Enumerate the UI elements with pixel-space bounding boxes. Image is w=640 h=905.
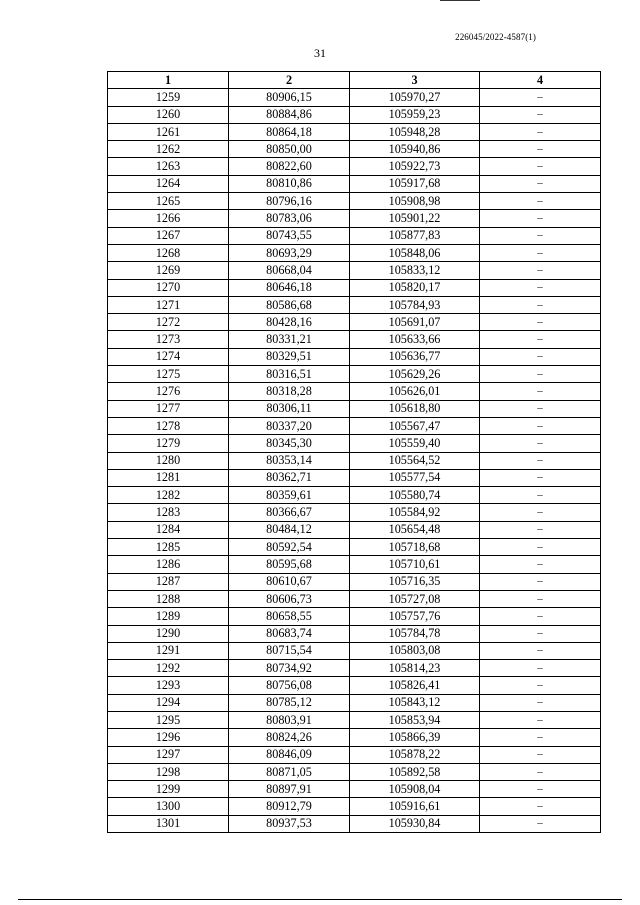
table-cell: 80884,86 (229, 106, 350, 123)
table-row (108, 244, 601, 261)
table-cell: – (480, 193, 601, 210)
table-cell: 105826,41 (350, 677, 480, 694)
page-number: 31 (314, 46, 326, 60)
table-row (108, 227, 601, 244)
table-row (108, 175, 601, 192)
table-cell: 1297 (108, 746, 229, 763)
table-cell: 105784,93 (350, 296, 480, 313)
table-cell: 105618,80 (350, 400, 480, 417)
table-row (108, 262, 601, 279)
bottom-edge-line (18, 899, 622, 900)
table-cell: 105948,28 (350, 123, 480, 140)
table-cell: 80362,71 (229, 469, 350, 486)
table-cell: 105833,12 (350, 262, 480, 279)
table-row (108, 625, 601, 642)
table-row (108, 729, 601, 746)
table-cell: 80668,04 (229, 262, 350, 279)
table-cell: 1295 (108, 711, 229, 728)
table-cell: – (480, 435, 601, 452)
table-cell: 80331,21 (229, 331, 350, 348)
table-cell: 105626,01 (350, 383, 480, 400)
table-row (108, 400, 601, 417)
table-cell: – (480, 469, 601, 486)
table-cell: – (480, 141, 601, 158)
table-cell: 80345,30 (229, 435, 350, 452)
table-row (108, 711, 601, 728)
table-row (108, 521, 601, 538)
table-cell: 105878,22 (350, 746, 480, 763)
table-cell: – (480, 660, 601, 677)
table-cell: – (480, 504, 601, 521)
table-cell: 1299 (108, 781, 229, 798)
table-cell: – (480, 521, 601, 538)
table-cell: 80897,91 (229, 781, 350, 798)
table-cell: 80318,28 (229, 383, 350, 400)
table-cell: 1273 (108, 331, 229, 348)
table-cell: 80586,68 (229, 296, 350, 313)
table-cell: 80428,16 (229, 314, 350, 331)
table-cell: 1279 (108, 435, 229, 452)
table-cell: 1292 (108, 660, 229, 677)
table-cell: 105970,27 (350, 89, 480, 106)
table-cell: – (480, 314, 601, 331)
table-row (108, 383, 601, 400)
table-cell: 80810,86 (229, 175, 350, 192)
table-cell: 105584,92 (350, 504, 480, 521)
table-cell: – (480, 331, 601, 348)
table-row (108, 660, 601, 677)
table-cell: 1282 (108, 487, 229, 504)
table-cell: 105916,61 (350, 798, 480, 815)
table-cell: 105757,76 (350, 608, 480, 625)
table-cell: 80846,09 (229, 746, 350, 763)
table-cell: 105917,68 (350, 175, 480, 192)
table-cell: – (480, 539, 601, 556)
table-row (108, 452, 601, 469)
table-cell: 1259 (108, 89, 229, 106)
table-cell: – (480, 608, 601, 625)
table-cell: – (480, 227, 601, 244)
table-cell: 80306,11 (229, 400, 350, 417)
table-cell: 80743,55 (229, 227, 350, 244)
table-cell: – (480, 625, 601, 642)
table-row (108, 746, 601, 763)
table-row (108, 89, 601, 106)
table-cell: 1285 (108, 539, 229, 556)
table-cell: 1272 (108, 314, 229, 331)
table-row (108, 417, 601, 434)
column-header: 4 (480, 72, 601, 89)
table-cell: 1278 (108, 417, 229, 434)
table-cell: 1260 (108, 106, 229, 123)
table-cell: 105564,52 (350, 452, 480, 469)
table-row (108, 366, 601, 383)
table-cell: 1263 (108, 158, 229, 175)
table-cell: 80906,15 (229, 89, 350, 106)
top-edge-line (440, 0, 480, 1)
table-cell: 1280 (108, 452, 229, 469)
table-cell: 105636,77 (350, 348, 480, 365)
table-cell: 80316,51 (229, 366, 350, 383)
table-cell: – (480, 763, 601, 780)
table-cell: – (480, 383, 601, 400)
table-cell: 105727,08 (350, 590, 480, 607)
table-cell: 80912,79 (229, 798, 350, 815)
table-row (108, 642, 601, 659)
table-cell: 80864,18 (229, 123, 350, 140)
table-row (108, 348, 601, 365)
table-cell: 1298 (108, 763, 229, 780)
table-cell: – (480, 175, 601, 192)
table-cell: – (480, 798, 601, 815)
table-cell: 105577,54 (350, 469, 480, 486)
table-cell: 105803,08 (350, 642, 480, 659)
table-cell: – (480, 642, 601, 659)
table-cell: 105922,73 (350, 158, 480, 175)
table-cell: – (480, 729, 601, 746)
table-cell: 1283 (108, 504, 229, 521)
table-row (108, 279, 601, 296)
table-cell: 80329,51 (229, 348, 350, 365)
table-cell: – (480, 487, 601, 504)
table-cell: 80937,53 (229, 815, 350, 832)
table-cell: 105814,23 (350, 660, 480, 677)
table-cell: 105559,40 (350, 435, 480, 452)
table-cell: 1267 (108, 227, 229, 244)
table-cell: – (480, 781, 601, 798)
table-cell: 1271 (108, 296, 229, 313)
table-cell: 105959,23 (350, 106, 480, 123)
table-row (108, 314, 601, 331)
table-cell: 105901,22 (350, 210, 480, 227)
table-cell: 1284 (108, 521, 229, 538)
table-cell: 80850,00 (229, 141, 350, 158)
table-cell: 1268 (108, 244, 229, 261)
table-cell: 80366,67 (229, 504, 350, 521)
table-cell: 80783,06 (229, 210, 350, 227)
table-cell: 1262 (108, 141, 229, 158)
table-row (108, 158, 601, 175)
table-cell: 80756,08 (229, 677, 350, 694)
column-header: 2 (229, 72, 350, 89)
table-cell: 80610,67 (229, 573, 350, 590)
table-cell: 80595,68 (229, 556, 350, 573)
table-cell: 80606,73 (229, 590, 350, 607)
document-number: 226045/2022-4587(1) (455, 32, 536, 42)
table-cell: 80592,54 (229, 539, 350, 556)
table-cell: 1296 (108, 729, 229, 746)
table-cell: 1261 (108, 123, 229, 140)
table-row (108, 556, 601, 573)
table-cell: 1290 (108, 625, 229, 642)
table-cell: – (480, 417, 601, 434)
column-header: 3 (350, 72, 480, 89)
table-cell: 80734,92 (229, 660, 350, 677)
table-cell: 80359,61 (229, 487, 350, 504)
table-cell: 80693,29 (229, 244, 350, 261)
table-row (108, 106, 601, 123)
table-cell: 1301 (108, 815, 229, 832)
table-cell: 1266 (108, 210, 229, 227)
table-row (108, 763, 601, 780)
table-cell: 1270 (108, 279, 229, 296)
table-cell: 1281 (108, 469, 229, 486)
table-cell: 105580,74 (350, 487, 480, 504)
table-cell: 80822,60 (229, 158, 350, 175)
table-cell: 105892,58 (350, 763, 480, 780)
table-cell: 1265 (108, 193, 229, 210)
table-row (108, 539, 601, 556)
table-cell: 80683,74 (229, 625, 350, 642)
table-cell: 105940,86 (350, 141, 480, 158)
table-row (108, 573, 601, 590)
table-cell: – (480, 244, 601, 261)
table-row (108, 296, 601, 313)
table-row (108, 210, 601, 227)
table-cell: 105843,12 (350, 694, 480, 711)
table-cell: – (480, 677, 601, 694)
table-cell: – (480, 123, 601, 140)
table-cell: – (480, 711, 601, 728)
table-cell: – (480, 262, 601, 279)
table-row (108, 331, 601, 348)
table-cell: 105877,83 (350, 227, 480, 244)
table-header-row (108, 72, 601, 89)
table-cell: 1291 (108, 642, 229, 659)
column-header: 1 (108, 72, 229, 89)
table-cell: 105718,68 (350, 539, 480, 556)
table-cell: 1286 (108, 556, 229, 573)
table-row (108, 677, 601, 694)
table-row (108, 123, 601, 140)
table-cell: 80337,20 (229, 417, 350, 434)
table-cell: 1277 (108, 400, 229, 417)
table-cell: 80824,26 (229, 729, 350, 746)
table-cell: 80715,54 (229, 642, 350, 659)
table-cell: – (480, 158, 601, 175)
table-cell: 1275 (108, 366, 229, 383)
table-cell: 80658,55 (229, 608, 350, 625)
table-cell: 80871,05 (229, 763, 350, 780)
table-row (108, 781, 601, 798)
table-cell: 80803,91 (229, 711, 350, 728)
table-row (108, 798, 601, 815)
table-cell: – (480, 573, 601, 590)
table-cell: 1289 (108, 608, 229, 625)
table-cell: 1287 (108, 573, 229, 590)
table-cell: 105866,39 (350, 729, 480, 746)
table-cell: – (480, 590, 601, 607)
table-cell: 105908,04 (350, 781, 480, 798)
table-cell: – (480, 556, 601, 573)
table-cell: – (480, 452, 601, 469)
table-cell: 80353,14 (229, 452, 350, 469)
table-cell: – (480, 694, 601, 711)
table-cell: 105820,17 (350, 279, 480, 296)
table-cell: – (480, 366, 601, 383)
table-row (108, 469, 601, 486)
table-cell: 105567,47 (350, 417, 480, 434)
table-cell: 1269 (108, 262, 229, 279)
table-cell: – (480, 400, 601, 417)
table-row (108, 694, 601, 711)
table-cell: – (480, 89, 601, 106)
table-cell: – (480, 815, 601, 832)
table-row (108, 435, 601, 452)
table-row (108, 487, 601, 504)
table-cell: 105784,78 (350, 625, 480, 642)
table-cell: 105691,07 (350, 314, 480, 331)
table-cell: 105710,61 (350, 556, 480, 573)
table-body (108, 89, 601, 833)
table-cell: 80484,12 (229, 521, 350, 538)
table-row (108, 815, 601, 832)
table-cell: – (480, 296, 601, 313)
table-cell: 80796,16 (229, 193, 350, 210)
table-row (108, 141, 601, 158)
table-cell: 80785,12 (229, 694, 350, 711)
table-cell: 1264 (108, 175, 229, 192)
table-cell: 105908,98 (350, 193, 480, 210)
table-cell: – (480, 348, 601, 365)
table-cell: 105930,84 (350, 815, 480, 832)
table-cell: 1288 (108, 590, 229, 607)
table-cell: 105629,26 (350, 366, 480, 383)
table-row (108, 193, 601, 210)
table-cell: 1300 (108, 798, 229, 815)
table-cell: 1293 (108, 677, 229, 694)
table-row (108, 504, 601, 521)
table-cell: 1276 (108, 383, 229, 400)
table-cell: 1294 (108, 694, 229, 711)
coordinates-table (107, 71, 601, 833)
table-cell: 105654,48 (350, 521, 480, 538)
table-cell: – (480, 210, 601, 227)
table-cell: – (480, 279, 601, 296)
table-cell: 1274 (108, 348, 229, 365)
table-cell: 105716,35 (350, 573, 480, 590)
table-cell: 105848,06 (350, 244, 480, 261)
table-row (108, 590, 601, 607)
table-cell: 80646,18 (229, 279, 350, 296)
table-cell: 105853,94 (350, 711, 480, 728)
table-cell: – (480, 746, 601, 763)
table-row (108, 608, 601, 625)
table-cell: 105633,66 (350, 331, 480, 348)
table-cell: – (480, 106, 601, 123)
